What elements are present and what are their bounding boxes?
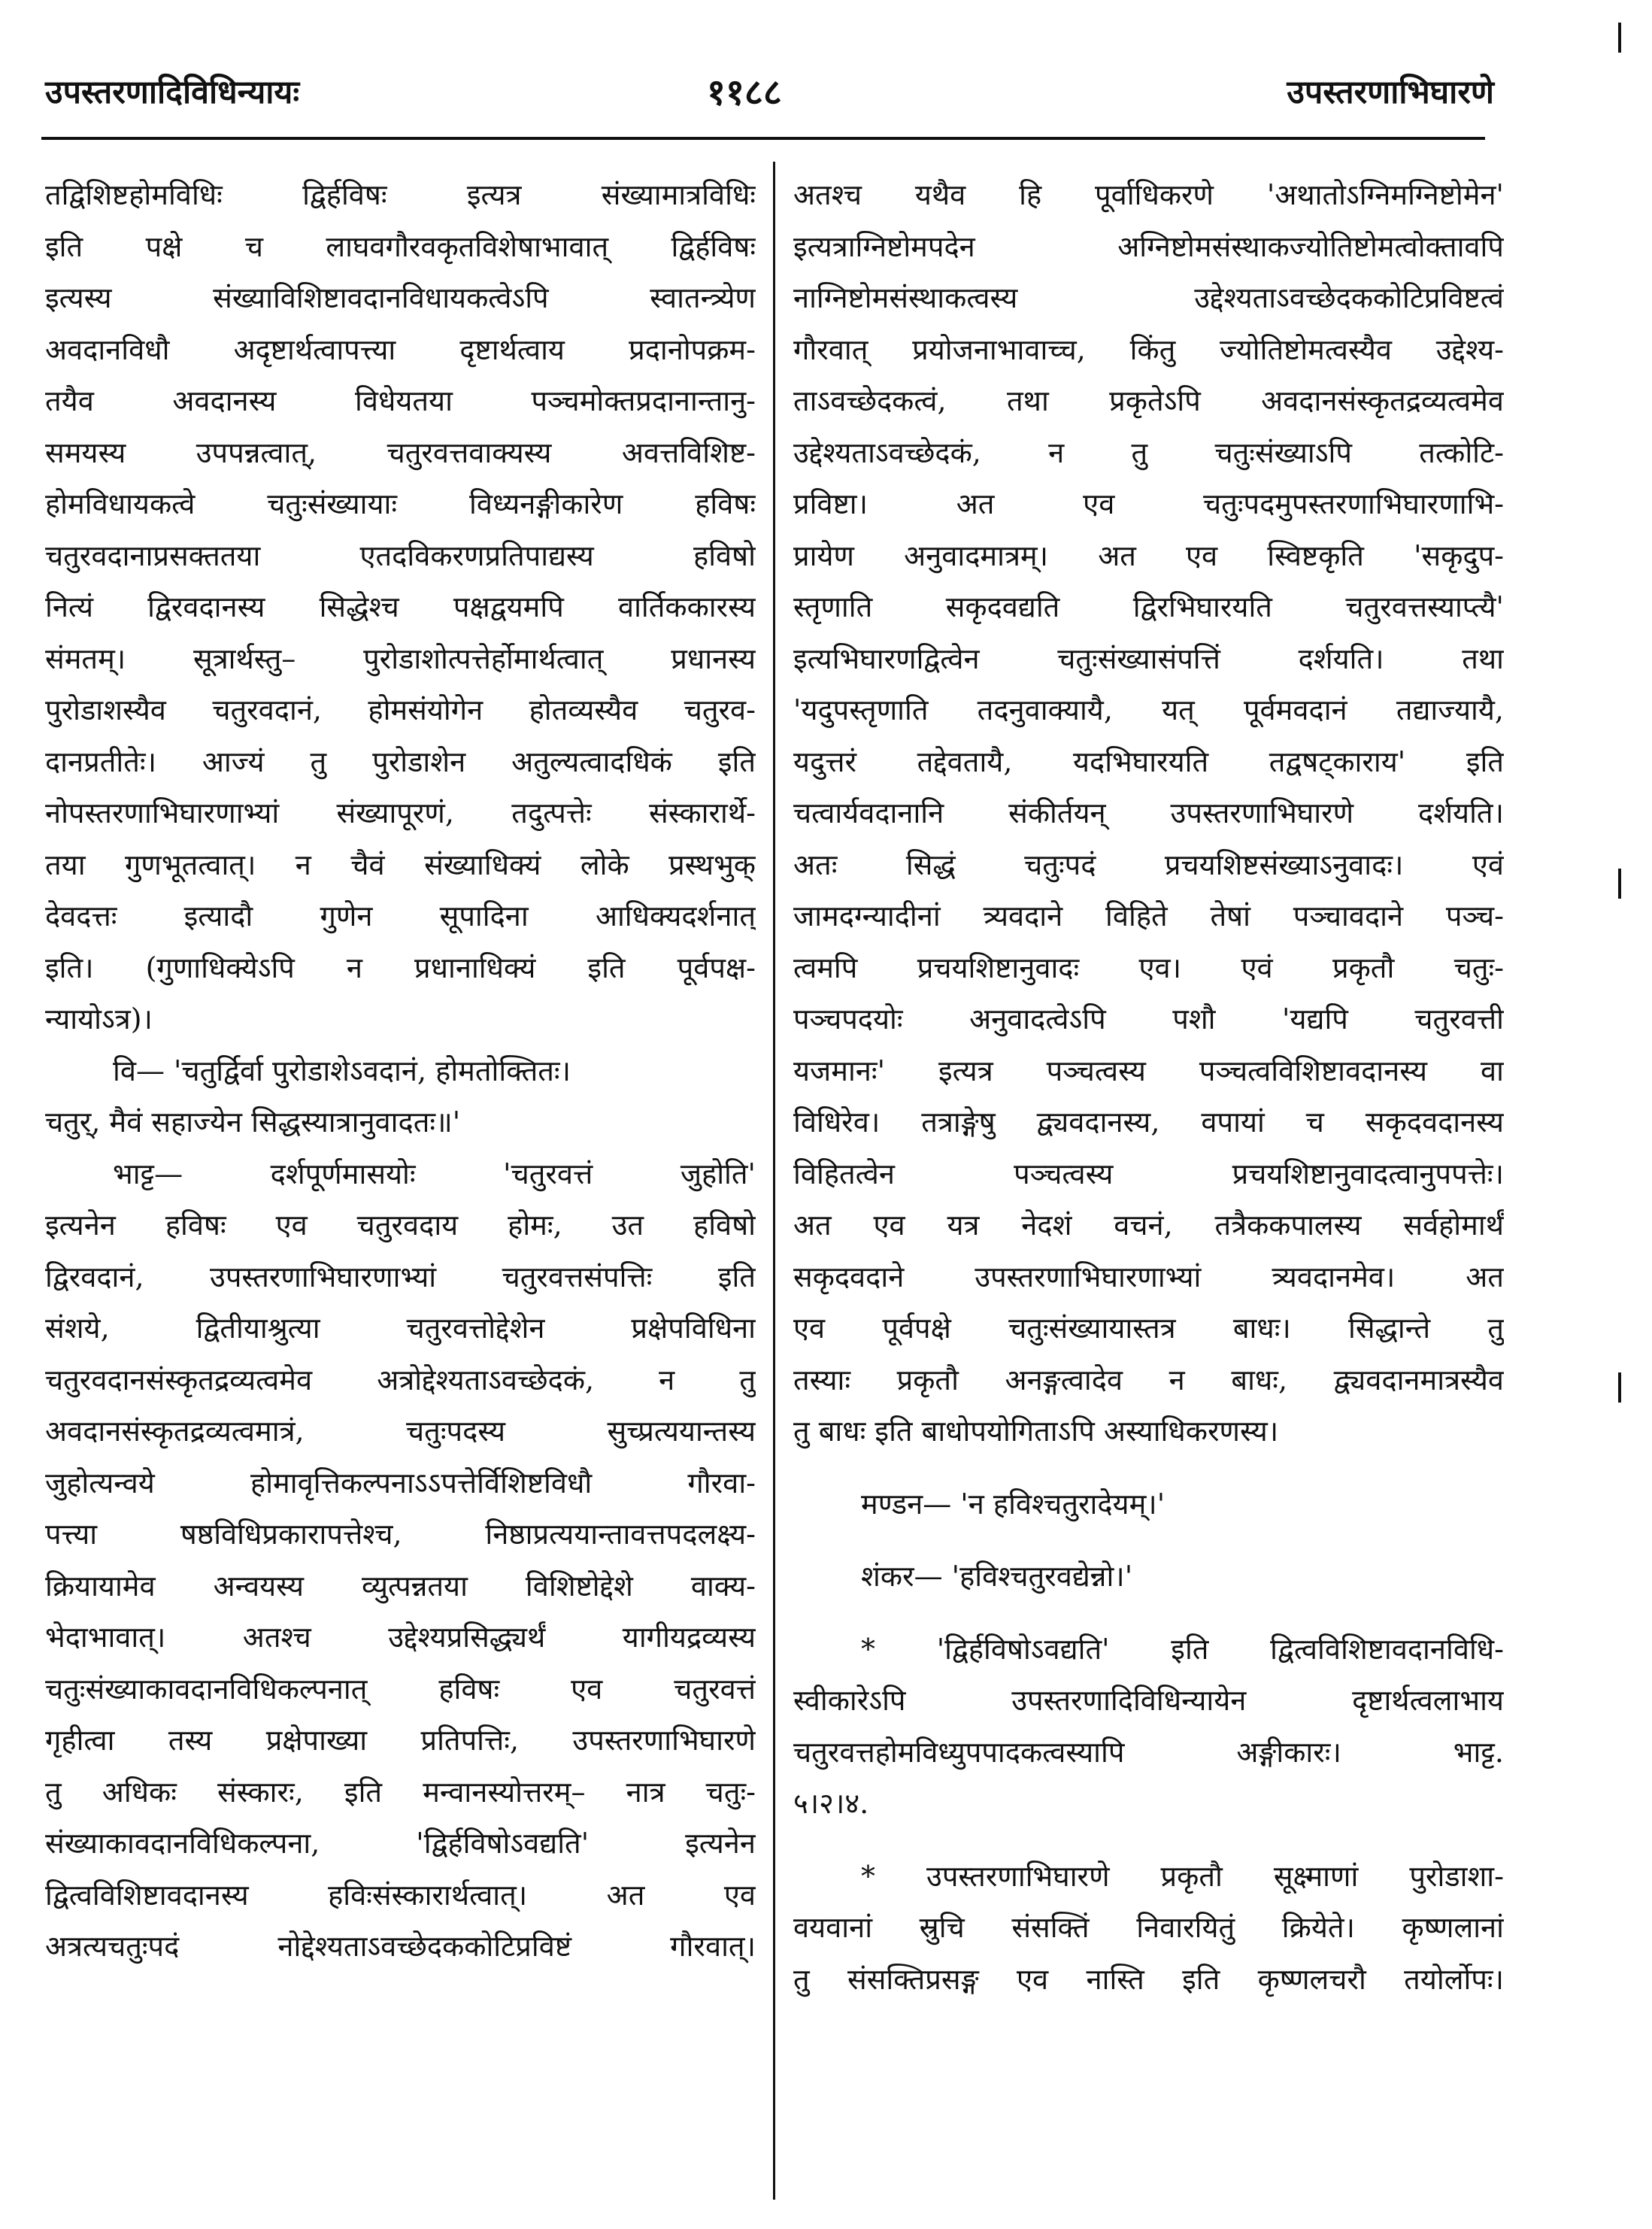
text-line: चतुरवदानसंस्कृतद्रव्यत्वमेव अत्रोद्देश्यताऽवच्छेदकं, न तु	[45, 1363, 756, 1397]
text-line: शंकर— 'हविश्चतुरवद्येन्नो।'	[861, 1560, 1133, 1593]
text-line: * 'द्विर्हविषोऽवद्यति' इति द्वित्वविशिष्टावदानविधि-	[861, 1632, 1504, 1666]
text-line: दानप्रतीतेः। आज्यं तु पुरोडाशेन अतुल्यत्वादधिकं इति	[45, 745, 756, 778]
text-line: पत्त्या षष्ठविधिप्रकारापत्तेश्च, निष्ठाप्रत्ययान्तावत्तपदलक्ष्य-	[45, 1518, 756, 1551]
paragraph-gap	[793, 1830, 1504, 1851]
text-line: देवदत्तः इत्यादौ गुणेन सूपादिना आधिक्यदर्शनात्	[45, 899, 756, 933]
text-line: इति पक्षे च लाघवगौरवकृतविशेषाभावात् द्विर्हविषः	[45, 229, 756, 263]
margin-mark	[1618, 23, 1621, 53]
text-line: गौरवात् प्रयोजनाभावाच्च, किंतु ज्योतिष्टोमत्वस्यैव उद्देश्य-	[793, 332, 1504, 366]
text-line: जामदग्न्यादीनां त्र्यवदाने विहिते तेषां पञ्चावदाने पञ्च-	[793, 899, 1504, 933]
text-line: द्वित्वविशिष्टावदानस्य हविःसंस्कारार्थत्वात्। अत एव	[45, 1878, 756, 1912]
paragraph-gap	[793, 1530, 1504, 1551]
text-line: वि— 'चतुर्द्विर्वा पुरोडाशेऽवदानं, होमतोक्तितः।	[113, 1054, 571, 1087]
text-line: इत्यस्य संख्याविशिष्टावदानविधायकत्वेऽपि स्वातन्त्र्येण	[45, 281, 756, 314]
text-line: ताऽवच्छेदकत्वं, तथा प्रकृतेऽपि अवदानसंस्कृतद्रव्यत्वमेव	[793, 384, 1504, 417]
running-header-left: उपस्तरणादिविधिन्यायः	[45, 74, 300, 111]
text-line: यजमानः' इत्यत्र पञ्चत्वस्य पञ्चत्वविशिष्टावदानस्य वा	[793, 1054, 1504, 1087]
text-line: इति। (गुणाधिक्येऽपि न प्रधानाधिक्यं इति पूर्वपक्ष-	[45, 951, 756, 984]
page-number: ११८८	[707, 71, 782, 114]
text-line: तु अधिकः संस्कारः, इति मन्वानस्योत्तरम्– नात्र चतुः-	[45, 1775, 756, 1809]
text-line: अत्रत्यचतुःपदं नोद्देश्यताऽवच्छेदककोटिप्रविष्टं गौरवात्।	[45, 1930, 756, 1963]
text-line: जुहोत्यन्वये होमावृत्तिकल्पनाऽऽपत्तेर्विशिष्टविधौ गौरवा-	[45, 1466, 756, 1500]
text-line: चतुरवत्तहोमविध्युपपादकत्वस्यापि अङ्गीकारः। भाट्ट.	[793, 1735, 1504, 1769]
text-line: स्वीकारेऽपि उपस्तरणादिविधिन्यायेन दृष्टार्थत्वलाभाय	[793, 1684, 1504, 1717]
text-line: समयस्य उपपन्नत्वात्, चतुरवत्तवाक्यस्य अवत्तविशिष्ट-	[45, 435, 756, 469]
text-line: अवदानसंस्कृतद्रव्यत्वमात्रं, चतुःपदस्य सुच्प्रत्ययान्तस्य	[45, 1415, 756, 1448]
header-rule	[41, 137, 1485, 140]
text-line: मण्डन— 'न हविश्चतुरादेयम्।'	[861, 1487, 1165, 1521]
text-line: तस्याः प्रकृतौ अनङ्गत्वादेव न बाधः, द्व्यवदानमात्रस्यैव	[793, 1363, 1504, 1397]
text-line: होमविधायकत्वे चतुःसंख्यायाः विध्यनङ्गीकारेण हविषः	[45, 487, 756, 520]
text-line: यदुत्तरं तद्देवतायै, यदभिघारयति तद्वषट्काराय' इति	[793, 745, 1504, 778]
text-line: विहितत्वेन पञ्चत्वस्य प्रचयशिष्टानुवादत्वानुपपत्तेः।	[793, 1157, 1504, 1190]
text-line: 'यदुपस्तृणाति तदनुवाक्यायै, यत् पूर्वमवदानं तद्याज्यायै,	[793, 693, 1504, 726]
text-line: * उपस्तरणाभिघारणे प्रकृतौ सूक्ष्माणां पुरोडाशा-	[861, 1859, 1504, 1893]
text-line: प्रायेण अनुवादमात्रम्। अत एव स्विष्टकृति 'सकृदुप-	[793, 538, 1504, 572]
text-line: इत्यभिघारणद्वित्वेन चतुःसंख्यासंपत्तिं दर्शयति। तथा	[793, 641, 1504, 675]
text-line: स्तृणाति सकृदवद्यति द्विरभिघारयति चतुरवत्तस्याप्त्यै'	[793, 590, 1504, 623]
column-divider	[773, 162, 775, 2200]
text-line: द्विरवदानं, उपस्तरणाभिघारणाभ्यां चतुरवत्तसंपत्तिः इति	[45, 1260, 756, 1293]
text-line: चतुर्, मैवं सहाज्येन सिद्धस्यात्रानुवादतः॥'	[45, 1105, 461, 1139]
text-line: विधिरेव। तत्राङ्गेषु द्व्यवदानस्य, वपायां च सकृदवदानस्य	[793, 1105, 1504, 1139]
right-column	[793, 169, 1504, 2005]
text-line: अतश्च यथैव हि पूर्वाधिकरणे 'अथातोऽग्निमग्निष्टोमेन'	[793, 178, 1504, 211]
paragraph-gap	[793, 1457, 1504, 1478]
margin-mark	[1618, 1372, 1621, 1403]
text-line: तया गुणभूतत्वात्। न चैवं संख्याधिक्यं लोके प्रस्थभुक्	[45, 848, 756, 881]
text-line: तद्विशिष्टहोमविधिः द्विर्हविषः इत्यत्र संख्यामात्रविधिः	[45, 178, 756, 211]
text-line: प्रविष्टा। अत एव चतुःपदमुपस्तरणाभिघारणाभि-	[793, 487, 1504, 520]
text-line: इत्यनेन हविषः एव चतुरवदाय होमः, उत हविषो	[45, 1209, 756, 1242]
text-line: पुरोडाशस्यैव चतुरवदानं, होमसंयोगेन होतव्यस्यैव चतुरव-	[45, 693, 756, 726]
text-line: न्यायोऽत्र)।	[45, 1002, 153, 1036]
text-line: पञ्चपदयोः अनुवादत्वेऽपि पशौ 'यद्यपि चतुरवत्ती	[793, 1002, 1504, 1036]
text-line: नोपस्तरणाभिघारणाभ्यां संख्यापूरणं, तदुत्पत्तेः संस्कारार्थे-	[45, 796, 756, 829]
text-line: ५।२।४.	[793, 1787, 869, 1820]
text-line: तु बाधः इति बाधोपयोगिताऽपि अस्याधिकरणस्य।	[793, 1415, 1279, 1448]
text-line: चतुःसंख्याकावदानविधिकल्पनात् हविषः एव चतुरवत्तं	[45, 1672, 756, 1706]
text-line: संख्याकावदानविधिकल्पना, 'द्विर्हविषोऽवद्यति' इत्यनेन	[45, 1827, 756, 1860]
text-line: क्रियायामेव अन्वयस्य व्युत्पन्नतया विशिष्टोद्देशे वाक्य-	[45, 1569, 756, 1603]
text-line: गृहीत्वा तस्य प्रक्षेपाख्या प्रतिपत्तिः, उपस्तरणाभिघारणे	[45, 1724, 756, 1757]
text-line: संशये, द्वितीयाश्रुत्या चतुरवत्तोद्देशेन प्रक्षेपविधिना	[45, 1312, 756, 1345]
text-line: इत्यत्राग्निष्टोमपदेन अग्निष्टोमसंस्थाकज्योतिष्टोमत्वोक्तावपि	[793, 229, 1504, 263]
paragraph-gap	[793, 1603, 1504, 1624]
text-line: त्वमपि प्रचयशिष्टानुवादः एव। एवं प्रकृतौ चतुः-	[793, 951, 1504, 984]
text-line: चत्वार्यवदानानि संकीर्तयन् उपस्तरणाभिघारणे दर्शयति।	[793, 796, 1504, 829]
text-line: सकृदवदाने उपस्तरणाभिघारणाभ्यां त्र्यवदानमेव। अत	[793, 1260, 1504, 1293]
text-line: वयवानां स्रुचि संसक्तिं निवारयितुं क्रियेते। कृष्णलानां	[793, 1911, 1504, 1944]
text-line: उद्देश्यताऽवच्छेदकं, न तु चतुःसंख्याऽपि तत्कोटि-	[793, 435, 1504, 469]
text-line: तयैव अवदानस्य विधेयतया पञ्चमोक्तप्रदानान्तानु-	[45, 384, 756, 417]
text-line: तु संसक्तिप्रसङ्ग एव नास्ति इति कृष्णलचरौ तयोर्लोपः।	[793, 1962, 1504, 1996]
text-line: एव पूर्वपक्षे चतुःसंख्यायास्तत्र बाधः। सिद्धान्ते तु	[793, 1312, 1504, 1345]
text-line: संमतम्। सूत्रार्थस्तु– पुरोडाशोत्पत्तेर्होमार्थत्वात् प्रधानस्य	[45, 641, 756, 675]
left-column	[45, 169, 756, 1973]
text-line: नाग्निष्टोमसंस्थाकत्वस्य उद्देश्यताऽवच्छेदककोटिप्रविष्टत्वं	[793, 281, 1504, 314]
text-line: चतुरवदानाप्रसक्ततया एतदविकरणप्रतिपाद्यस्य हविषो	[45, 538, 756, 572]
text-line: अत एव यत्र नेदशं वचनं, तत्रैककपालस्य सर्वहोमार्थं	[793, 1209, 1504, 1242]
text-line: नित्यं द्विरवदानस्य सिद्धेश्च पक्षद्वयमपि वार्तिककारस्य	[45, 590, 756, 623]
text-line: भेदाभावात्। अतश्च उद्देश्यप्रसिद्ध्यर्थं यागीयद्रव्यस्य	[45, 1621, 756, 1654]
margin-mark	[1618, 869, 1621, 899]
text-line: अवदानविधौ अदृष्टार्थत्वापत्त्या दृष्टार्थत्वाय प्रदानोपक्रम-	[45, 332, 756, 366]
text-line: अतः सिद्धं चतुःपदं प्रचयशिष्टसंख्याऽनुवादः। एवं	[793, 848, 1504, 881]
running-header-right: उपस्तरणाभिघारणे	[1287, 74, 1494, 111]
text-line: भाट्ट— दर्शपूर्णमासयोः 'चतुरवत्तं जुहोति'	[113, 1157, 756, 1190]
